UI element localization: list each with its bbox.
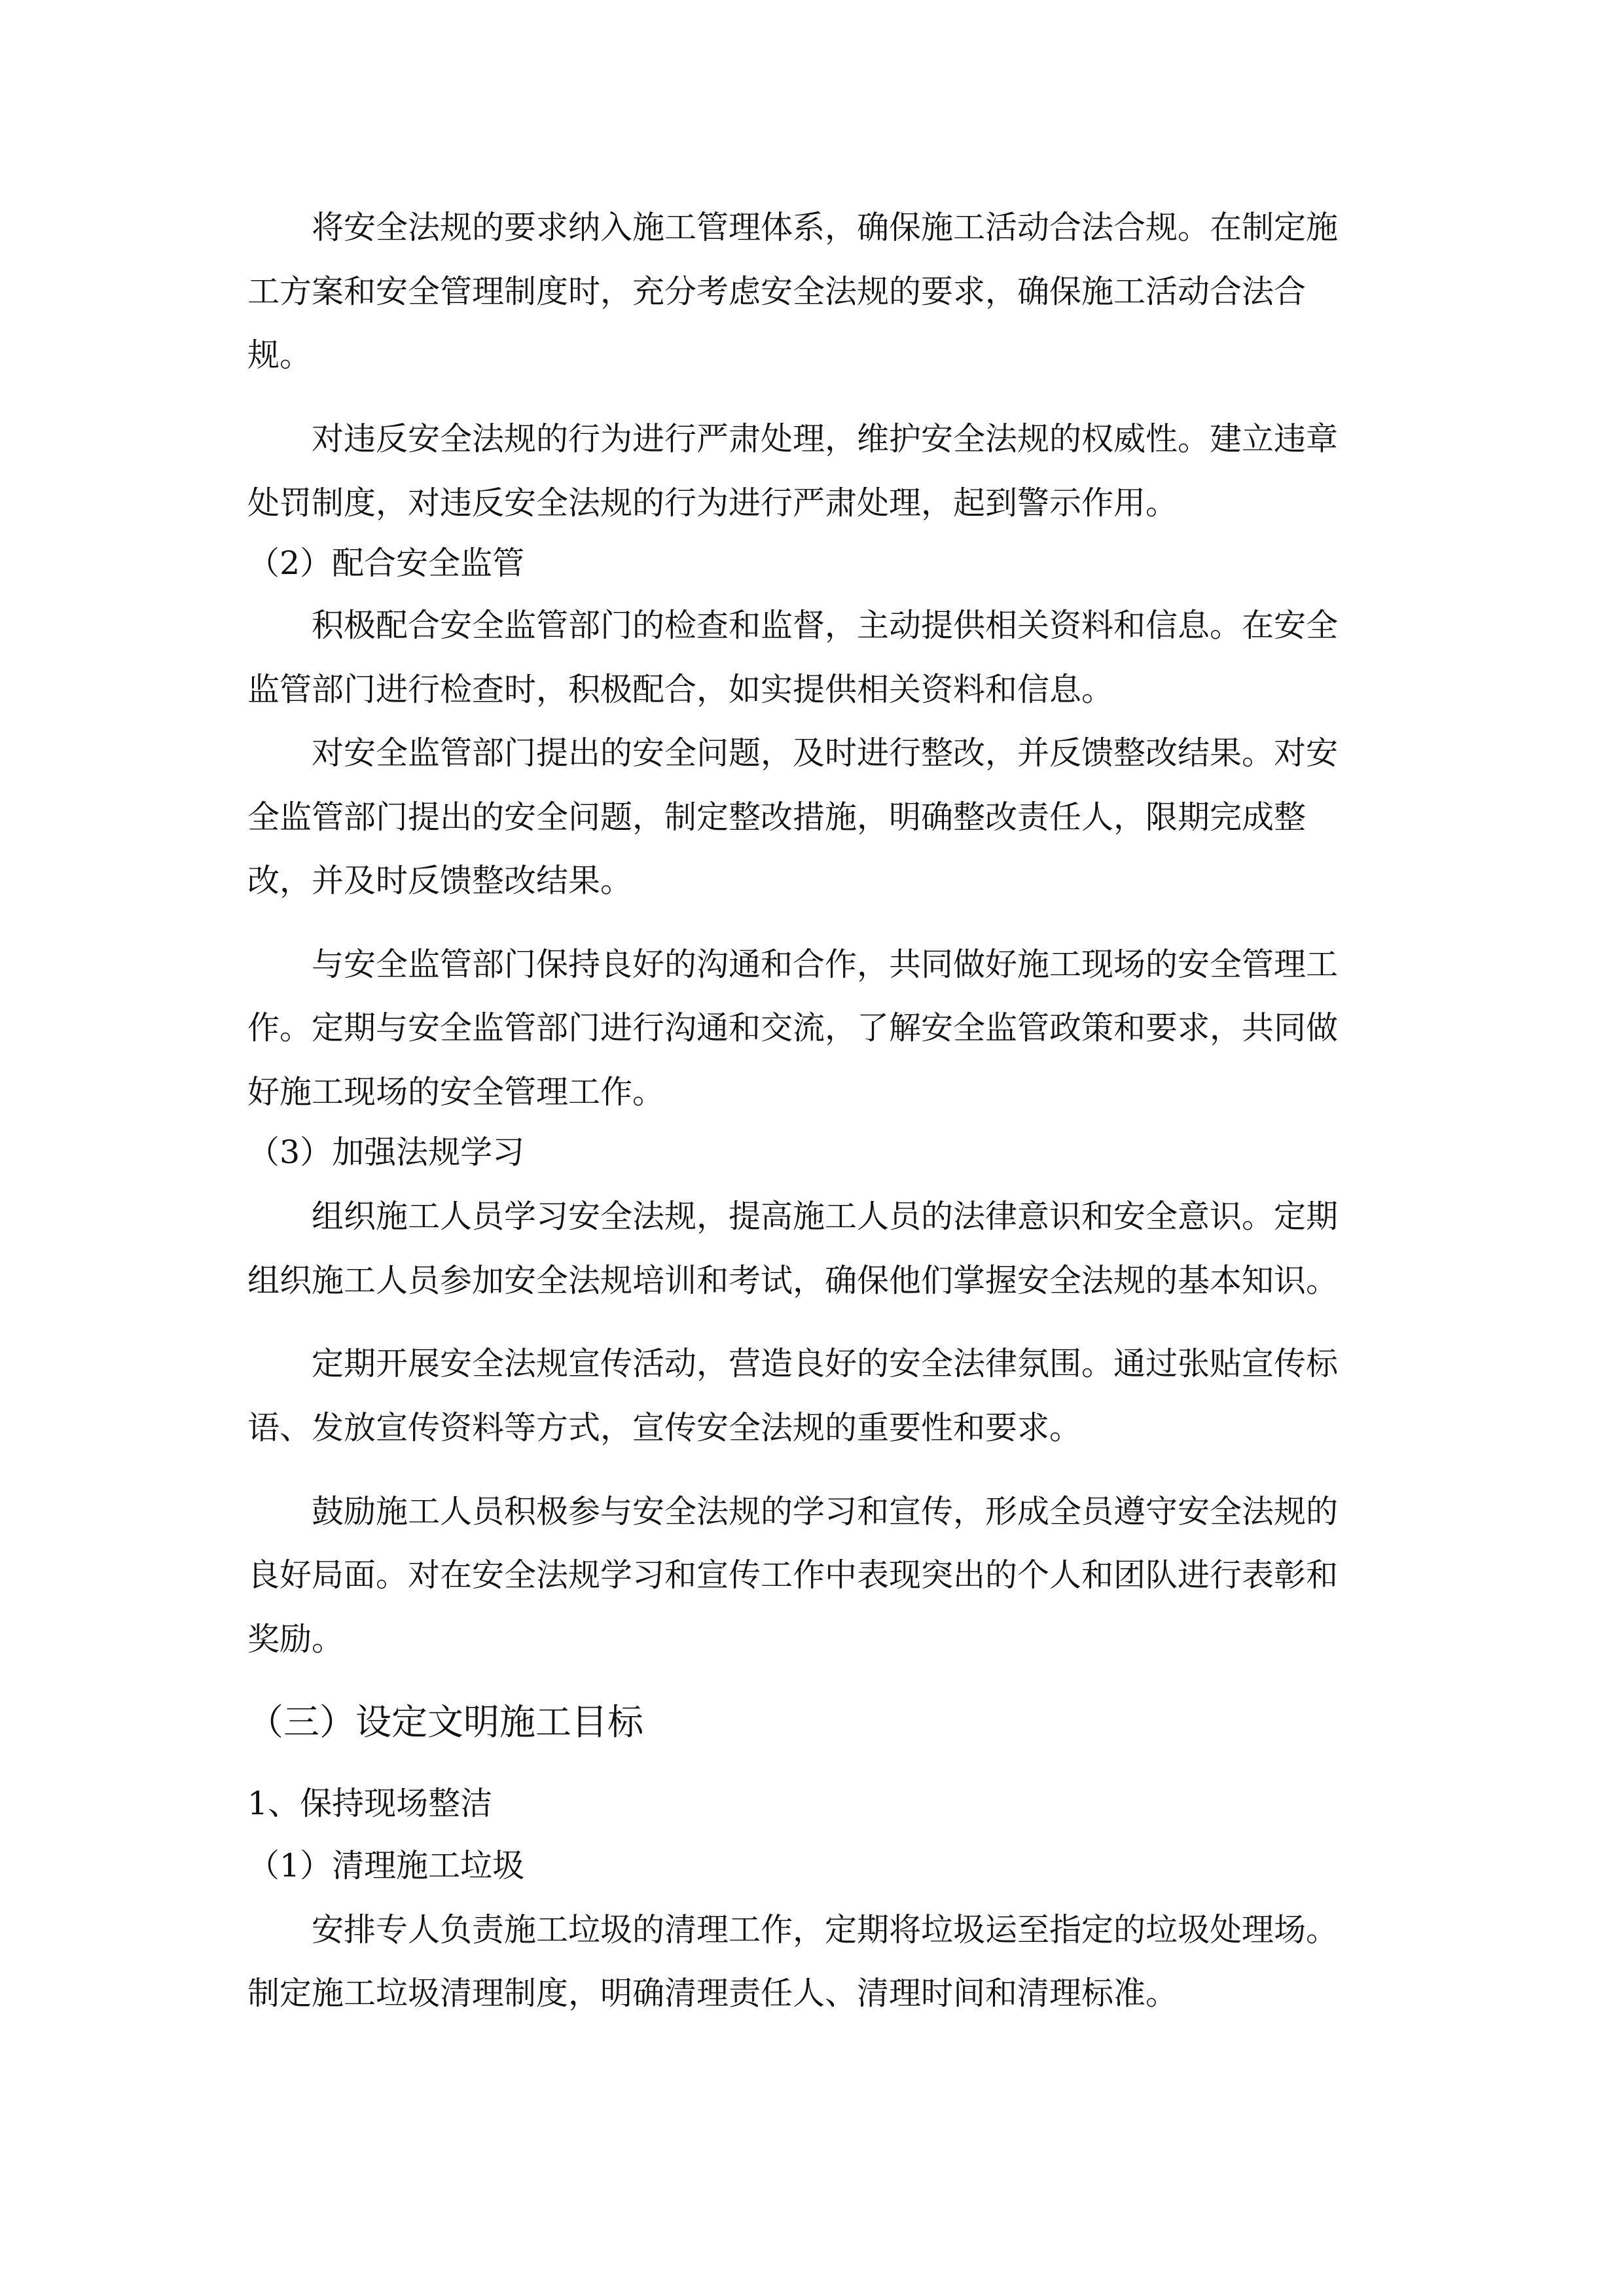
paragraph-line: 良好局面。对在安全法规学习和宣传工作中表现突出的个人和团队进行表彰和 — [247, 1556, 1339, 1594]
paragraph-line: 奖励。 — [247, 1621, 344, 1658]
subheading: （2）配合安全监管 — [247, 545, 525, 582]
paragraph-line: 与安全监管部门保持良好的沟通和合作，共同做好施工现场的安全管理工 — [312, 946, 1339, 983]
paragraph-line: 语、发放宣传资料等方式，宣传安全法规的重要性和要求。 — [247, 1409, 1082, 1446]
subheading: （1）清理施工垃圾 — [247, 1847, 525, 1884]
paragraph-line: 定期开展安全法规宣传活动，营造良好的安全法律氛围。通过张贴宣传标 — [312, 1345, 1339, 1382]
paragraph-line: 全监管部门提出的安全问题，制定整改措施，明确整改责任人，限期完成整 — [247, 798, 1307, 836]
paragraph-line: 安排专人负责施工垃圾的清理工作，定期将垃圾运至指定的垃圾处理场。 — [312, 1911, 1339, 1948]
paragraph-line: 作。定期与安全监管部门进行沟通和交流，了解安全监管政策和要求，共同做 — [247, 1009, 1339, 1047]
paragraph-line: 监管部门进行检查时，积极配合，如实提供相关资料和信息。 — [247, 671, 1114, 708]
paragraph-line: 将安全法规的要求纳入施工管理体系，确保施工活动合法合规。在制定施 — [312, 209, 1339, 246]
subheading: （3）加强法规学习 — [247, 1134, 525, 1171]
paragraph-line: 改，并及时反馈整改结果。 — [247, 862, 633, 899]
paragraph-line: 对安全监管部门提出的安全问题，及时进行整改，并反馈整改结果。对安 — [312, 734, 1339, 772]
paragraph-line: 组织施工人员参加安全法规培训和考试，确保他们掌握安全法规的基本知识。 — [247, 1262, 1339, 1299]
section-heading: （三）设定文明施工目标 — [247, 1701, 644, 1743]
paragraph-line: 鼓励施工人员积极参与安全法规的学习和宣传，形成全员遵守安全法规的 — [312, 1493, 1339, 1530]
paragraph-line: 对违反安全法规的行为进行严肃处理，维护安全法规的权威性。建立违章 — [312, 420, 1339, 457]
paragraph-line: 制定施工垃圾清理制度，明确清理责任人、清理时间和清理标准。 — [247, 1975, 1178, 2012]
paragraph-line: 好施工现场的安全管理工作。 — [247, 1073, 665, 1111]
paragraph-line: 积极配合安全监管部门的检查和监督，主动提供相关资料和信息。在安全 — [312, 607, 1339, 644]
paragraph-line: 处罚制度，对违反安全法规的行为进行严肃处理，起到警示作用。 — [247, 484, 1178, 522]
paragraph-line: 工方案和安全管理制度时，充分考虑安全法规的要求，确保施工活动合法合 — [247, 273, 1307, 310]
paragraph-line: 组织施工人员学习安全法规，提高施工人员的法律意识和安全意识。定期 — [312, 1198, 1339, 1235]
paragraph-line: 规。 — [247, 336, 312, 374]
numbered-heading: 1、保持现场整洁 — [247, 1785, 493, 1822]
